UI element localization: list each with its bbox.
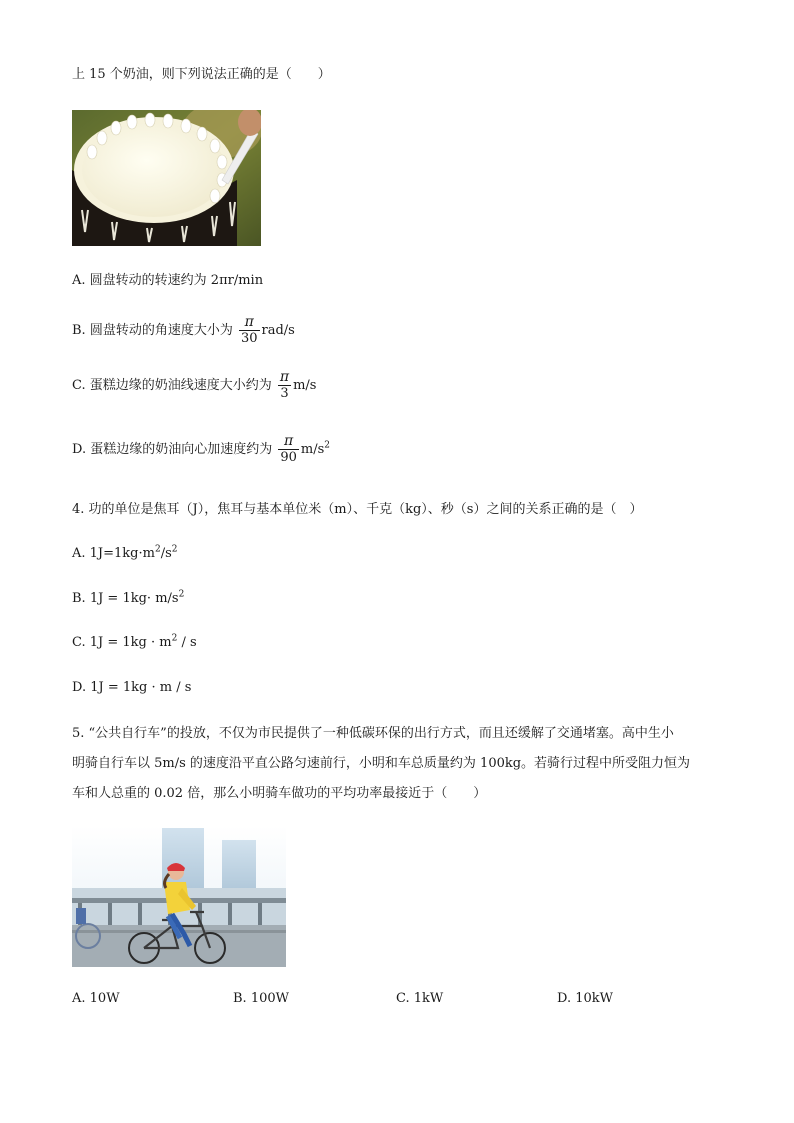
q4-option-d-text: D. 1J = 1kg · m / s xyxy=(72,680,192,695)
q3-option-c-den: 3 xyxy=(278,385,291,402)
q4-option-a-sup2: 2 xyxy=(171,544,178,555)
q3-option-d-sup: 2 xyxy=(324,440,331,451)
q4-option-c-sup: 2 xyxy=(171,633,178,644)
q3-option-c-prefix: C. 蛋糕边缘的奶油线速度大小约为 xyxy=(72,378,276,393)
q3-option-c-fraction xyxy=(278,369,291,402)
q3-option-a[interactable] xyxy=(72,272,263,290)
q3-option-c-unit: m/s xyxy=(293,378,317,393)
cake-image xyxy=(72,110,261,246)
q3-option-d-fraction xyxy=(278,433,299,466)
q3-option-b-prefix: B. 圆盘转动的角速度大小为 xyxy=(72,323,237,338)
cyclist-image xyxy=(72,826,286,967)
q3-option-b-fraction xyxy=(239,314,260,347)
q3-option-d-num: π xyxy=(284,433,294,449)
q5-stem-line1: 5. “公共自行车”的投放，不仅为市民提供了一种低碳环保的出行方式，而且还缓解了交通堵塞。高中生小 xyxy=(72,726,674,741)
q3-option-b-num: π xyxy=(244,314,254,330)
q5-stem-line3: 车和人总重的 0.02 倍，那么小明骑车做功的平均功率最接近于（ ） xyxy=(72,786,487,801)
q3-option-d-prefix: D. 蛋糕边缘的奶油向心加速度约为 xyxy=(72,442,277,457)
q5-option-c[interactable]: C. 1kW xyxy=(396,991,444,1006)
q3-option-a-prefix: A. 圆盘转动的转速约为 xyxy=(72,273,211,288)
q3-option-d-unit: m/s xyxy=(300,442,325,457)
q4-option-c[interactable] xyxy=(72,634,197,652)
q4-option-b-text: B. 1J = 1kg· m/s xyxy=(72,591,179,606)
q5-option-b[interactable]: B. 100W xyxy=(233,991,289,1006)
q3-option-b-unit: rad/s xyxy=(261,323,295,338)
q4-option-c-text: C. 1J = 1kg · m xyxy=(72,635,172,650)
q4-option-d[interactable] xyxy=(72,679,191,697)
q3-option-c[interactable] xyxy=(72,368,316,404)
q5-option-d[interactable]: D. 10kW xyxy=(557,991,614,1006)
q4-option-a[interactable] xyxy=(72,545,178,563)
q3-option-a-value: 2πr/min xyxy=(210,273,264,288)
q4-option-a-text: A. 1J=1kg·m xyxy=(72,546,155,561)
q3-option-d-den: 90 xyxy=(280,450,297,465)
q4-option-b[interactable] xyxy=(72,590,184,608)
q4-stem: 4. 功的单位是焦耳（J），焦耳与基本单位米（m）、千克（kg）、秒（s）之间的关系正确的是（ ） xyxy=(72,502,643,517)
q4-option-a-sup1: 2 xyxy=(154,544,161,555)
q3-option-b-den: 30 xyxy=(240,331,258,346)
q5-option-a[interactable]: A. 10W xyxy=(72,991,120,1006)
q3-option-b[interactable] xyxy=(72,313,295,349)
q4-option-b-sup: 2 xyxy=(178,589,185,600)
q5-stem-line2: 明骑自行车以 5m/s 的速度沿平直公路匀速前行，小明和车总质量约为 100kg。若骑行过程中所受阻力恒为 xyxy=(72,756,691,771)
q3-option-d[interactable] xyxy=(72,432,330,468)
q3-stem-tail: 上 15 个奶油，则下列说法正确的是（ ） xyxy=(72,67,331,82)
q4-option-a-mid: /s xyxy=(160,546,172,561)
q3-option-c-num: π xyxy=(279,369,290,385)
q4-option-c-tail: / s xyxy=(177,635,197,650)
